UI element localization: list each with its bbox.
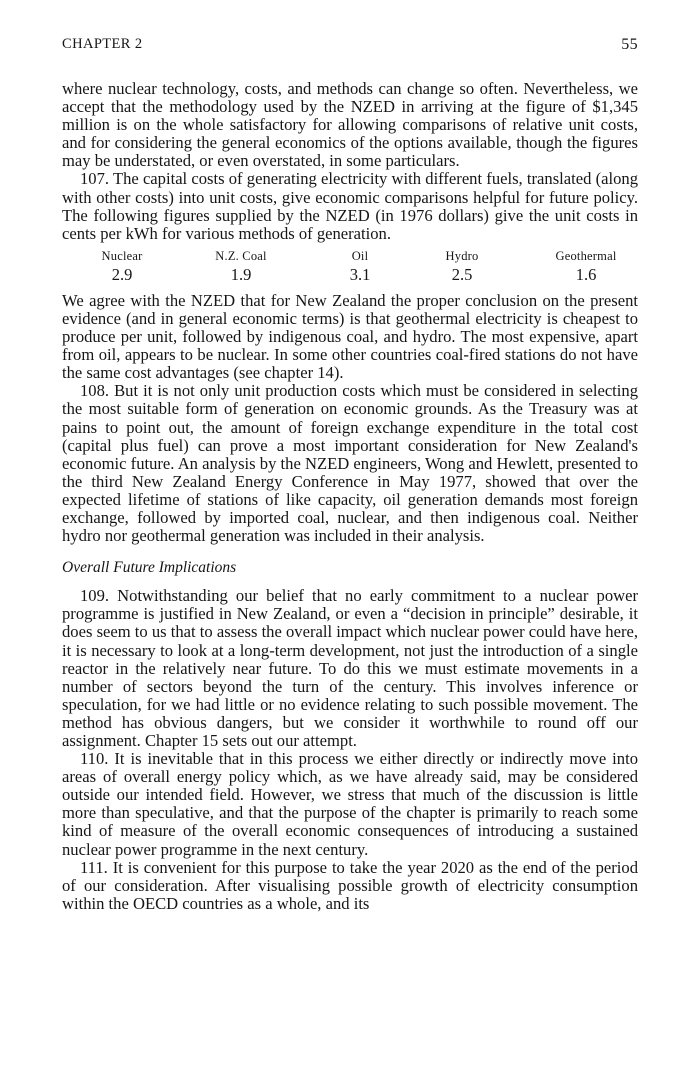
table-header-geothermal: Geothermal: [555, 248, 617, 263]
paragraph-continuation: where nuclear technology, costs, and methods can change so often. Nevertheless, we accept that the methodology used by the NZED in arriving at the figure of $1,345 million is on the whole satisfactory for allowing comparisons of relative unit costs, and for considering the general economics of the options available, though the figures may be understated, or even overstated, in some particulars.: [62, 79, 638, 171]
chapter-label: CHAPTER 2: [62, 36, 143, 52]
unit-cost-table-headers: [62, 248, 638, 265]
table-value-oil: 3.1: [349, 264, 371, 284]
paragraph-109: 109. Notwithstanding our belief that no early commitment to a nuclear power programme is justified in New Zealand, or even a “decision in principle” desirable, it does seem to us that to assess the overall impact which nuclear power could have here, it is necessary to look at a long-term development, not just the introduction of a single reactor in the relatively near future. To do this we must estimate movements in a number of sectors beyond the turn of the century. This involves inference or speculation, for we had little or no evidence relating to such possible movement. The method has obvious dangers, but we consider it worthwhile to round off our assignment. Chapter 15 sets out our attempt.: [62, 586, 638, 750]
table-header-hydro: Hydro: [445, 248, 479, 263]
table-value-nz-coal: 1.9: [230, 264, 252, 284]
table-value-nuclear: 2.9: [111, 264, 133, 284]
section-heading: Overall Future Implications: [62, 559, 237, 577]
table-value-geothermal: 1.6: [575, 264, 597, 284]
paragraph-107: 107. The capital costs of generating electricity with different fuels, translated (along with other costs) into unit costs, give economic comparisons helpful for future policy. The following figures supplied by the NZED (in 1976 dollars) give the unit costs in cents per kWh for various methods of generation.: [62, 169, 638, 243]
table-header-nuclear: Nuclear: [101, 248, 143, 263]
unit-cost-table-values: [62, 265, 638, 284]
page-body: [62, 80, 638, 913]
paragraph-110: 110. It is inevitable that in this process we either directly or indirectly move into areas of overall energy policy which, as we have already said, may be considered outside our intended field. However, we stress that much of the discussion is little more than speculative, and that the purpose of the chapter is primarily to reach some kind of measure of the overall economic consequences of introducing a sustained nuclear power programme in the next century.: [62, 749, 638, 859]
table-value-hydro: 2.5: [451, 264, 473, 284]
paragraph-conclusion: We agree with the NZED that for New Zealand the proper conclusion on the present evidence (and in general economic terms) is that geothermal electricity is cheapest to produce per unit, followed by indigenous coal, and hydro. The most expensive, apart from oil, appears to be nuclear. In some other countries coal-fired stations do not have the same cost advantages (see chapter 14).: [62, 290, 638, 383]
paragraph-111: 111. It is convenient for this purpose to take the year 2020 as the end of the period of our consideration. After visualising possible growth of electricity consumption within the OECD countries as a whole, and its: [62, 857, 638, 913]
table-header-oil: Oil: [351, 248, 369, 263]
table-header-nz-coal: N.Z. Coal: [215, 248, 267, 263]
page-number: 55: [621, 36, 638, 53]
paragraph-108: 108. But it is not only unit production costs which must be considered in selecting the most suitable form of generation on economic grounds. As the Treasury was at pains to point out, the amount of foreign exchange expenditure in the total cost (capital plus fuel) can prove a most important consideration for New Zealand's economic future. An analysis by the NZED engineers, Wong and Hewlett, presented to the third New Zealand Energy Conference in May 1977, showed that over the expected lifetime of stations of like capacity, oil generation demands most foreign exchange, followed by imported coal, nuclear, and then indigenous coal. Neither hydro nor geothermal generation was included in their analysis.: [62, 381, 638, 546]
